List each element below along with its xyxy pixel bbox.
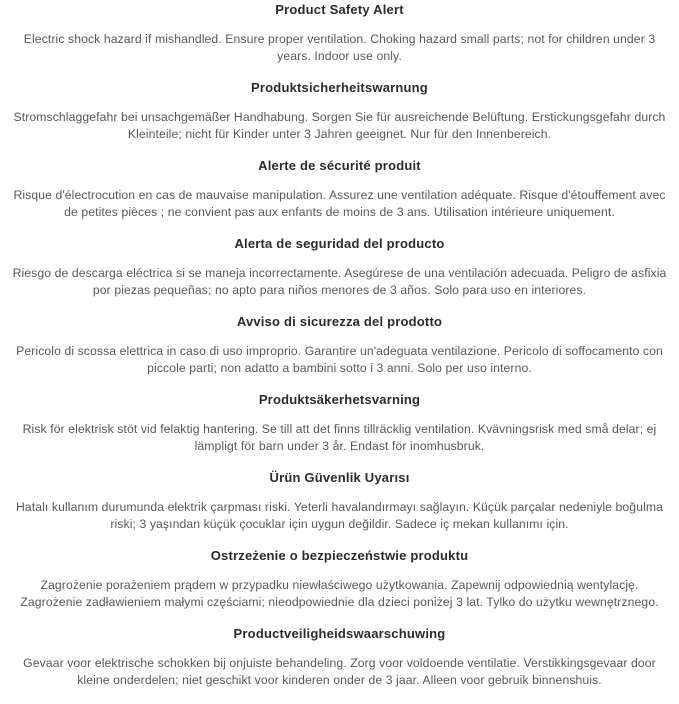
section-body-swedish <box>5 421 674 470</box>
section-heading-french: Alerte de sécurité produit <box>258 158 421 173</box>
body-line-text: Risk för elektrisk stöt vid felaktig hantering. Se till att det finns tillräcklig ventilation. Kvävningsrisk med små delar; ej <box>22 422 657 436</box>
body-line-text: Gevaar voor elektrische schokken bij onjuiste behandeling. Zorg voor voldoende ventilatie. Verstikkingsgevaar door <box>23 656 656 670</box>
safety-section-polish <box>5 548 674 626</box>
body-line-text: Riesgo de descarga eléctrica si se maneja incorrectamente. Asegúrese de una ventilación adecuada. Peligro de asfixia <box>12 266 667 280</box>
safety-sections <box>5 2 674 704</box>
section-body-turkish <box>5 499 674 548</box>
body-line <box>5 577 674 594</box>
safety-section-italian <box>5 314 674 392</box>
body-line <box>5 499 674 516</box>
body-line-text: lämpligt för barn under 3 år. Endast för inomhusbruk. <box>194 439 485 453</box>
body-line <box>5 594 674 611</box>
body-line <box>5 655 674 672</box>
body-line-text: kleine onderdelen; niet geschikt voor kinderen onder de 3 jaar. Alleen voor gebruik binnenshuis. <box>77 673 602 687</box>
body-line-text: Zagrożenie zadławieniem małymi częściami; nieodpowiednie dla dzieci poniżej 3 lat. Tylko do użytku wewnętrznego. <box>20 595 659 609</box>
body-line-text: de petites pièces ; ne convient pas aux enfants de moins de 3 ans. Utilisation intérieure uniquement. <box>64 205 615 219</box>
body-line-text: years. Indoor use only. <box>277 49 402 63</box>
body-line <box>5 438 674 455</box>
safety-section-spanish <box>5 236 674 314</box>
body-line <box>5 187 674 204</box>
section-heading-turkish: Ürün Güvenlik Uyarısı <box>269 470 410 485</box>
section-heading-swedish: Produktsäkerhetsvarning <box>258 392 421 407</box>
body-line-text: Electric shock hazard if mishandled. Ensure proper ventilation. Choking hazard small parts; not for children under 3 <box>23 32 656 46</box>
safety-section-dutch <box>5 626 674 704</box>
body-line-text: Pericolo di scossa elettrica in caso di uso improprio. Garantire un'adeguata ventilazione. Pericolo di soffocamento con <box>16 344 663 358</box>
body-line-text: Kleinteile; nicht für Kinder unter 3 Jahren geeignet. Nur für den Innenbereich. <box>127 127 552 141</box>
body-line <box>5 265 674 282</box>
body-line <box>5 31 674 48</box>
section-heading-english: Product Safety Alert <box>275 2 404 17</box>
body-line <box>5 282 674 299</box>
body-line <box>5 360 674 377</box>
section-heading-polish: Ostrzeżenie o bezpieczeństwie produktu <box>210 548 469 563</box>
safety-section-turkish <box>5 470 674 548</box>
section-body-spanish <box>5 265 674 314</box>
section-heading-dutch: Productveiligheidswaarschuwing <box>233 626 446 641</box>
safety-section-german <box>5 80 674 158</box>
section-heading-german: Produktsicherheitswarnung <box>251 80 428 95</box>
safety-section-french <box>5 158 674 236</box>
safety-section-english <box>5 2 674 80</box>
section-body-german <box>5 109 674 158</box>
body-line-text: riski; 3 yaşından küçük çocuklar için uygun değildir. Sadece iç mekan kullanımı için. <box>110 517 569 531</box>
section-body-italian <box>5 343 674 392</box>
body-line <box>5 516 674 533</box>
body-line <box>5 343 674 360</box>
body-line <box>5 204 674 221</box>
section-body-polish <box>5 577 674 626</box>
section-heading-italian: Avviso di sicurezza del prodotto <box>236 314 443 329</box>
body-line <box>5 109 674 126</box>
body-line <box>5 421 674 438</box>
body-line <box>5 126 674 143</box>
body-line-text: Risque d'électrocution en cas de mauvaise manipulation. Assurez une ventilation adéquate. Risque d'étouffement avec <box>13 188 666 202</box>
body-line <box>5 672 674 689</box>
section-body-french <box>5 187 674 236</box>
body-line <box>5 48 674 65</box>
body-line-text: Hatalı kullanım durumunda elektrik çarpması riski. Yeterli havalandırmayı sağlayın. Küçük parçalar nedeniyle boğulma <box>15 500 664 514</box>
safety-section-swedish <box>5 392 674 470</box>
section-body-dutch <box>5 655 674 704</box>
section-body-english <box>5 31 674 80</box>
body-line-text: por piezas pequeñas; no apto para niños menores de 3 años. Solo para uso en interiores. <box>92 283 587 297</box>
body-line-text: piccole parti; non adatto a bambini sotto i 3 anni. Solo per uso interno. <box>147 361 532 375</box>
section-heading-spanish: Alerta de seguridad del producto <box>234 236 445 251</box>
body-line-text: Stromschlaggefahr bei unsachgemäßer Handhabung. Sorgen Sie für ausreichende Belüftung. Erstickungsgefahr durch <box>13 110 666 124</box>
body-line-text: Zagrożenie porażeniem prądem w przypadku niewłaściwego użytkowania. Zapewnij odpowiednią wentylację. <box>40 578 639 592</box>
